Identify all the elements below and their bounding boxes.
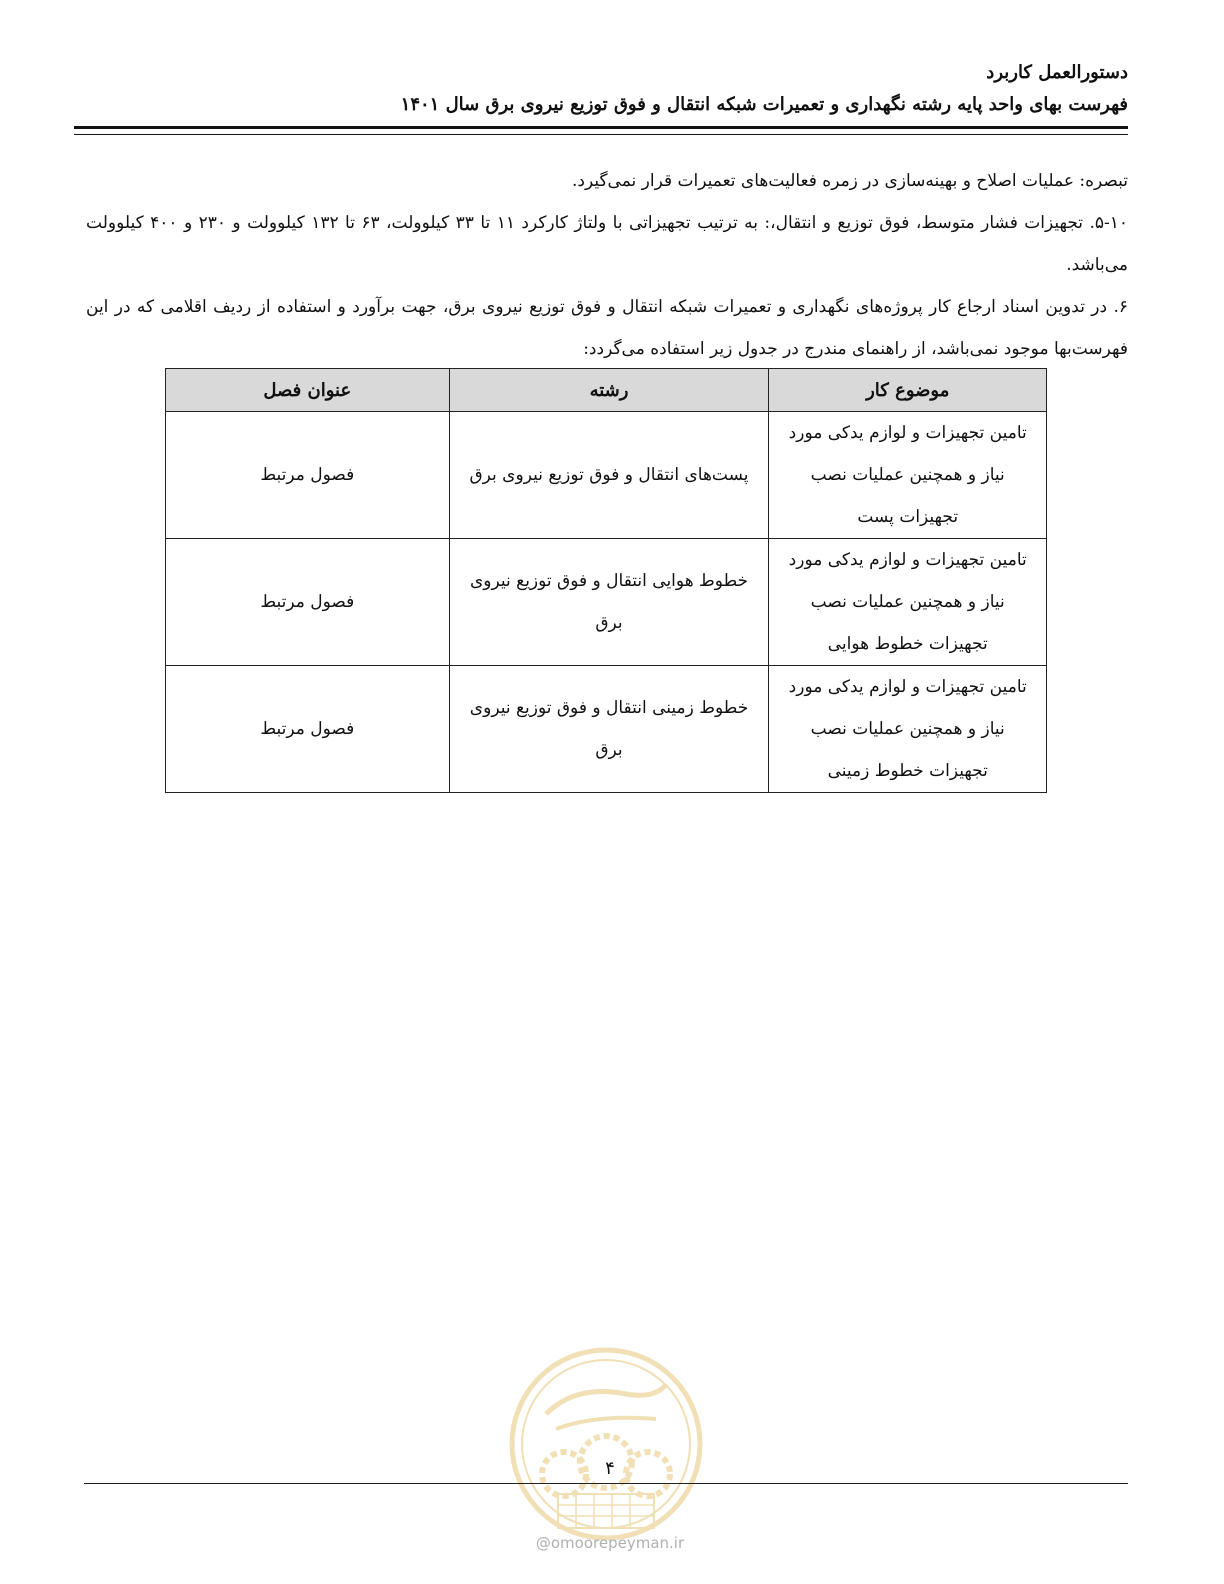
header-work-subject: موضوع کار xyxy=(769,369,1047,412)
discipline-cell: خطوط زمینی انتقال و فوق توزیع نیروی برق xyxy=(449,666,769,793)
header-discipline: رشته xyxy=(449,369,769,412)
table-row xyxy=(166,539,1047,666)
watermark-logo xyxy=(506,1344,706,1544)
chapter-title-cell: فصول مرتبط xyxy=(166,412,450,539)
clause-5-10-paragraph: ۵-۱۰. تجهیزات فشار متوسط، فوق توزیع و انتقال،: به ترتیب تجهیزاتی با ولتاژ کارکرد ۱۱ تا ۳۳ کیلوولت، ۶۳ تا ۱۳۲ کیلوولت و ۲۳۰ و ۴۰۰ کیلوولت می‌باشد. xyxy=(86,213,1128,275)
work-subject-cell: تامین تجهیزات و لوازم یدکی مورد نیاز و همچنین عملیات نصب تجهیزات خطوط زمینی xyxy=(769,666,1047,793)
body-text xyxy=(86,160,1128,370)
header-divider xyxy=(74,126,1128,135)
note-paragraph: تبصره: عملیات اصلاح و بهینه‌سازی در زمره فعالیت‌های تعمیرات قرار نمی‌گیرد. xyxy=(571,171,1128,191)
watermark-caption: @omoorepeyman.ir xyxy=(535,1534,685,1552)
page-number: ۴ xyxy=(605,1458,615,1479)
guide-table xyxy=(165,368,1047,793)
table-header-row xyxy=(166,369,1047,412)
chapter-title-cell: فصول مرتبط xyxy=(166,666,450,793)
table-row xyxy=(166,666,1047,793)
discipline-cell: پست‌های انتقال و فوق توزیع نیروی برق xyxy=(449,412,769,539)
chapter-title-cell: فصول مرتبط xyxy=(166,539,450,666)
header-chapter-title: عنوان فصل xyxy=(166,369,450,412)
discipline-cell: خطوط هوایی انتقال و فوق توزیع نیروی برق xyxy=(449,539,769,666)
document-main-title: فهرست بهای واحد پایه رشته نگهداری و تعمیرات شبکه انتقال و فوق توزیع نیروی برق سال ۱۴۰۱ xyxy=(400,94,1128,115)
page-header xyxy=(74,58,1128,120)
work-subject-cell: تامین تجهیزات و لوازم یدکی مورد نیاز و همچنین عملیات نصب تجهیزات خطوط هوایی xyxy=(769,539,1047,666)
footer-divider xyxy=(84,1483,1128,1484)
table-row xyxy=(166,412,1047,539)
document-type-title: دستورالعمل کاربرد xyxy=(986,62,1128,83)
clause-6-paragraph: ۶. در تدوین اسناد ارجاع کار پروژه‌های نگهداری و تعمیرات شبکه انتقال و فوق توزیع نیروی برق، جهت برآورد و استفاده از ردیف اقلامی که در این فهرست‌بها موجود نمی‌باشد، از راهنمای مندرج در جدول زیر استفاده می‌گردد: xyxy=(86,297,1128,359)
work-subject-cell: تامین تجهیزات و لوازم یدکی مورد نیاز و همچنین عملیات نصب تجهیزات پست xyxy=(769,412,1047,539)
